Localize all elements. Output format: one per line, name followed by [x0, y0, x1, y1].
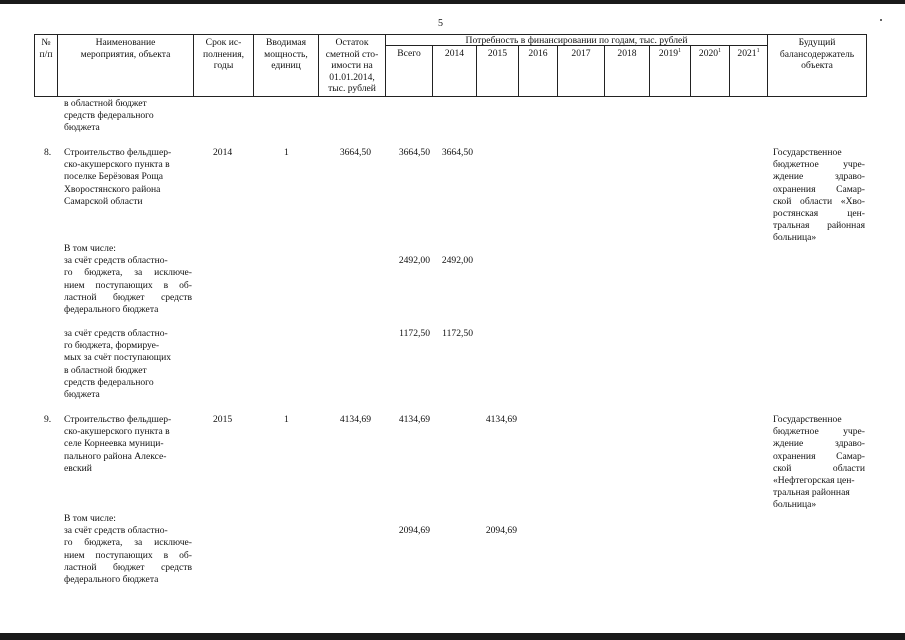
row-name: за счёт средств областно- го бюджета, формируе- мых за счёт поступающих в областной бюджет средств федерального бюджета [64, 328, 172, 401]
header-col-capacity: Вводимая мощность, единиц [264, 37, 308, 71]
row-holder: Государственное бюджетное учре- ждение здраво- охранения Самар- ской области «Нефтегорская цен- тральная районная больница» [773, 414, 865, 511]
header-col-term: Срок ис- полнения, годы [202, 37, 245, 71]
row-total: 2094,69 [398, 525, 430, 536]
header-year: 2020$^1$ [698, 47, 722, 59]
row-name: Строительство фельдшер- ско-акушерского пункта в поселке Берёзовая Роща Хворостянского района Самарской области [64, 147, 172, 207]
header-year: 2017 [571, 48, 591, 59]
row-number: 8. [44, 147, 52, 158]
header-bottom-line [34, 96, 867, 97]
header-col-holder: Будущий балансодержатель объекта [779, 37, 855, 71]
row-total: 1172,50 [399, 328, 430, 339]
row-year-2014: 2492,00 [441, 255, 473, 266]
continuation-text: в областной бюджет средств федерального бюджета [64, 98, 154, 134]
scan-speck [880, 19, 882, 21]
row-capacity: 1 [284, 147, 289, 158]
row-number: 9. [44, 414, 52, 425]
header-col-remainder: Остаток сметной сто- имости на 01.01.2014, тыс. рублей [325, 37, 379, 94]
header-year: 2016 [528, 48, 548, 59]
scan-top-border [0, 0, 905, 4]
header-col-name: Наименование мероприятия, объекта [80, 37, 171, 60]
page-number: 5 [438, 18, 443, 29]
header-col-total: Всего [397, 48, 421, 59]
row-holder: Государственное бюджетное учре- ждение здраво- охранения Самар- ской области «Хво- ростянская цен- тральная районная больница» [773, 147, 865, 244]
row-year-2015: 4134,69 [485, 414, 517, 425]
row-total: 2492,00 [398, 255, 430, 266]
row-term: 2014 [213, 147, 233, 158]
header-year: 2018 [617, 48, 637, 59]
row-remainder: 3664,50 [339, 147, 371, 158]
header-year: 2014 [444, 48, 465, 59]
row-total: 3664,50 [398, 147, 430, 158]
row-year-2014: 3664,50 [441, 147, 473, 158]
header-year: 2019$^1$ [658, 47, 682, 59]
row-name: Строительство фельдшер- ско-акушерского пункта в селе Корнеевка муници- пального района Алексе- евский [64, 414, 172, 474]
col-divider [866, 34, 867, 96]
header-year: 2015 [487, 48, 508, 59]
row-name: В том числе: за счёт средств областно- го бюджета, за исключе- нием поступающих в об- ластной бюджет средств федерального бюджета [64, 243, 192, 316]
header-year: 2021$^1$ [737, 47, 760, 59]
scan-bottom-border [0, 633, 905, 640]
header-col-number: № п/п [39, 37, 53, 60]
row-year-2015: 2094,69 [485, 525, 517, 536]
row-remainder: 4134,69 [339, 414, 371, 425]
row-name: В том числе: за счёт средств областно- го бюджета, за исключе- нием поступающих в об- ластной бюджет средств федерального бюджета [64, 513, 192, 586]
row-term: 2015 [213, 414, 233, 425]
row-year-2014: 1172,50 [442, 328, 473, 339]
row-capacity: 1 [284, 414, 289, 425]
header-funding-title: Потребность в финансировании по годам, тыс. рублей [465, 35, 688, 46]
row-total: 4134,69 [398, 414, 430, 425]
